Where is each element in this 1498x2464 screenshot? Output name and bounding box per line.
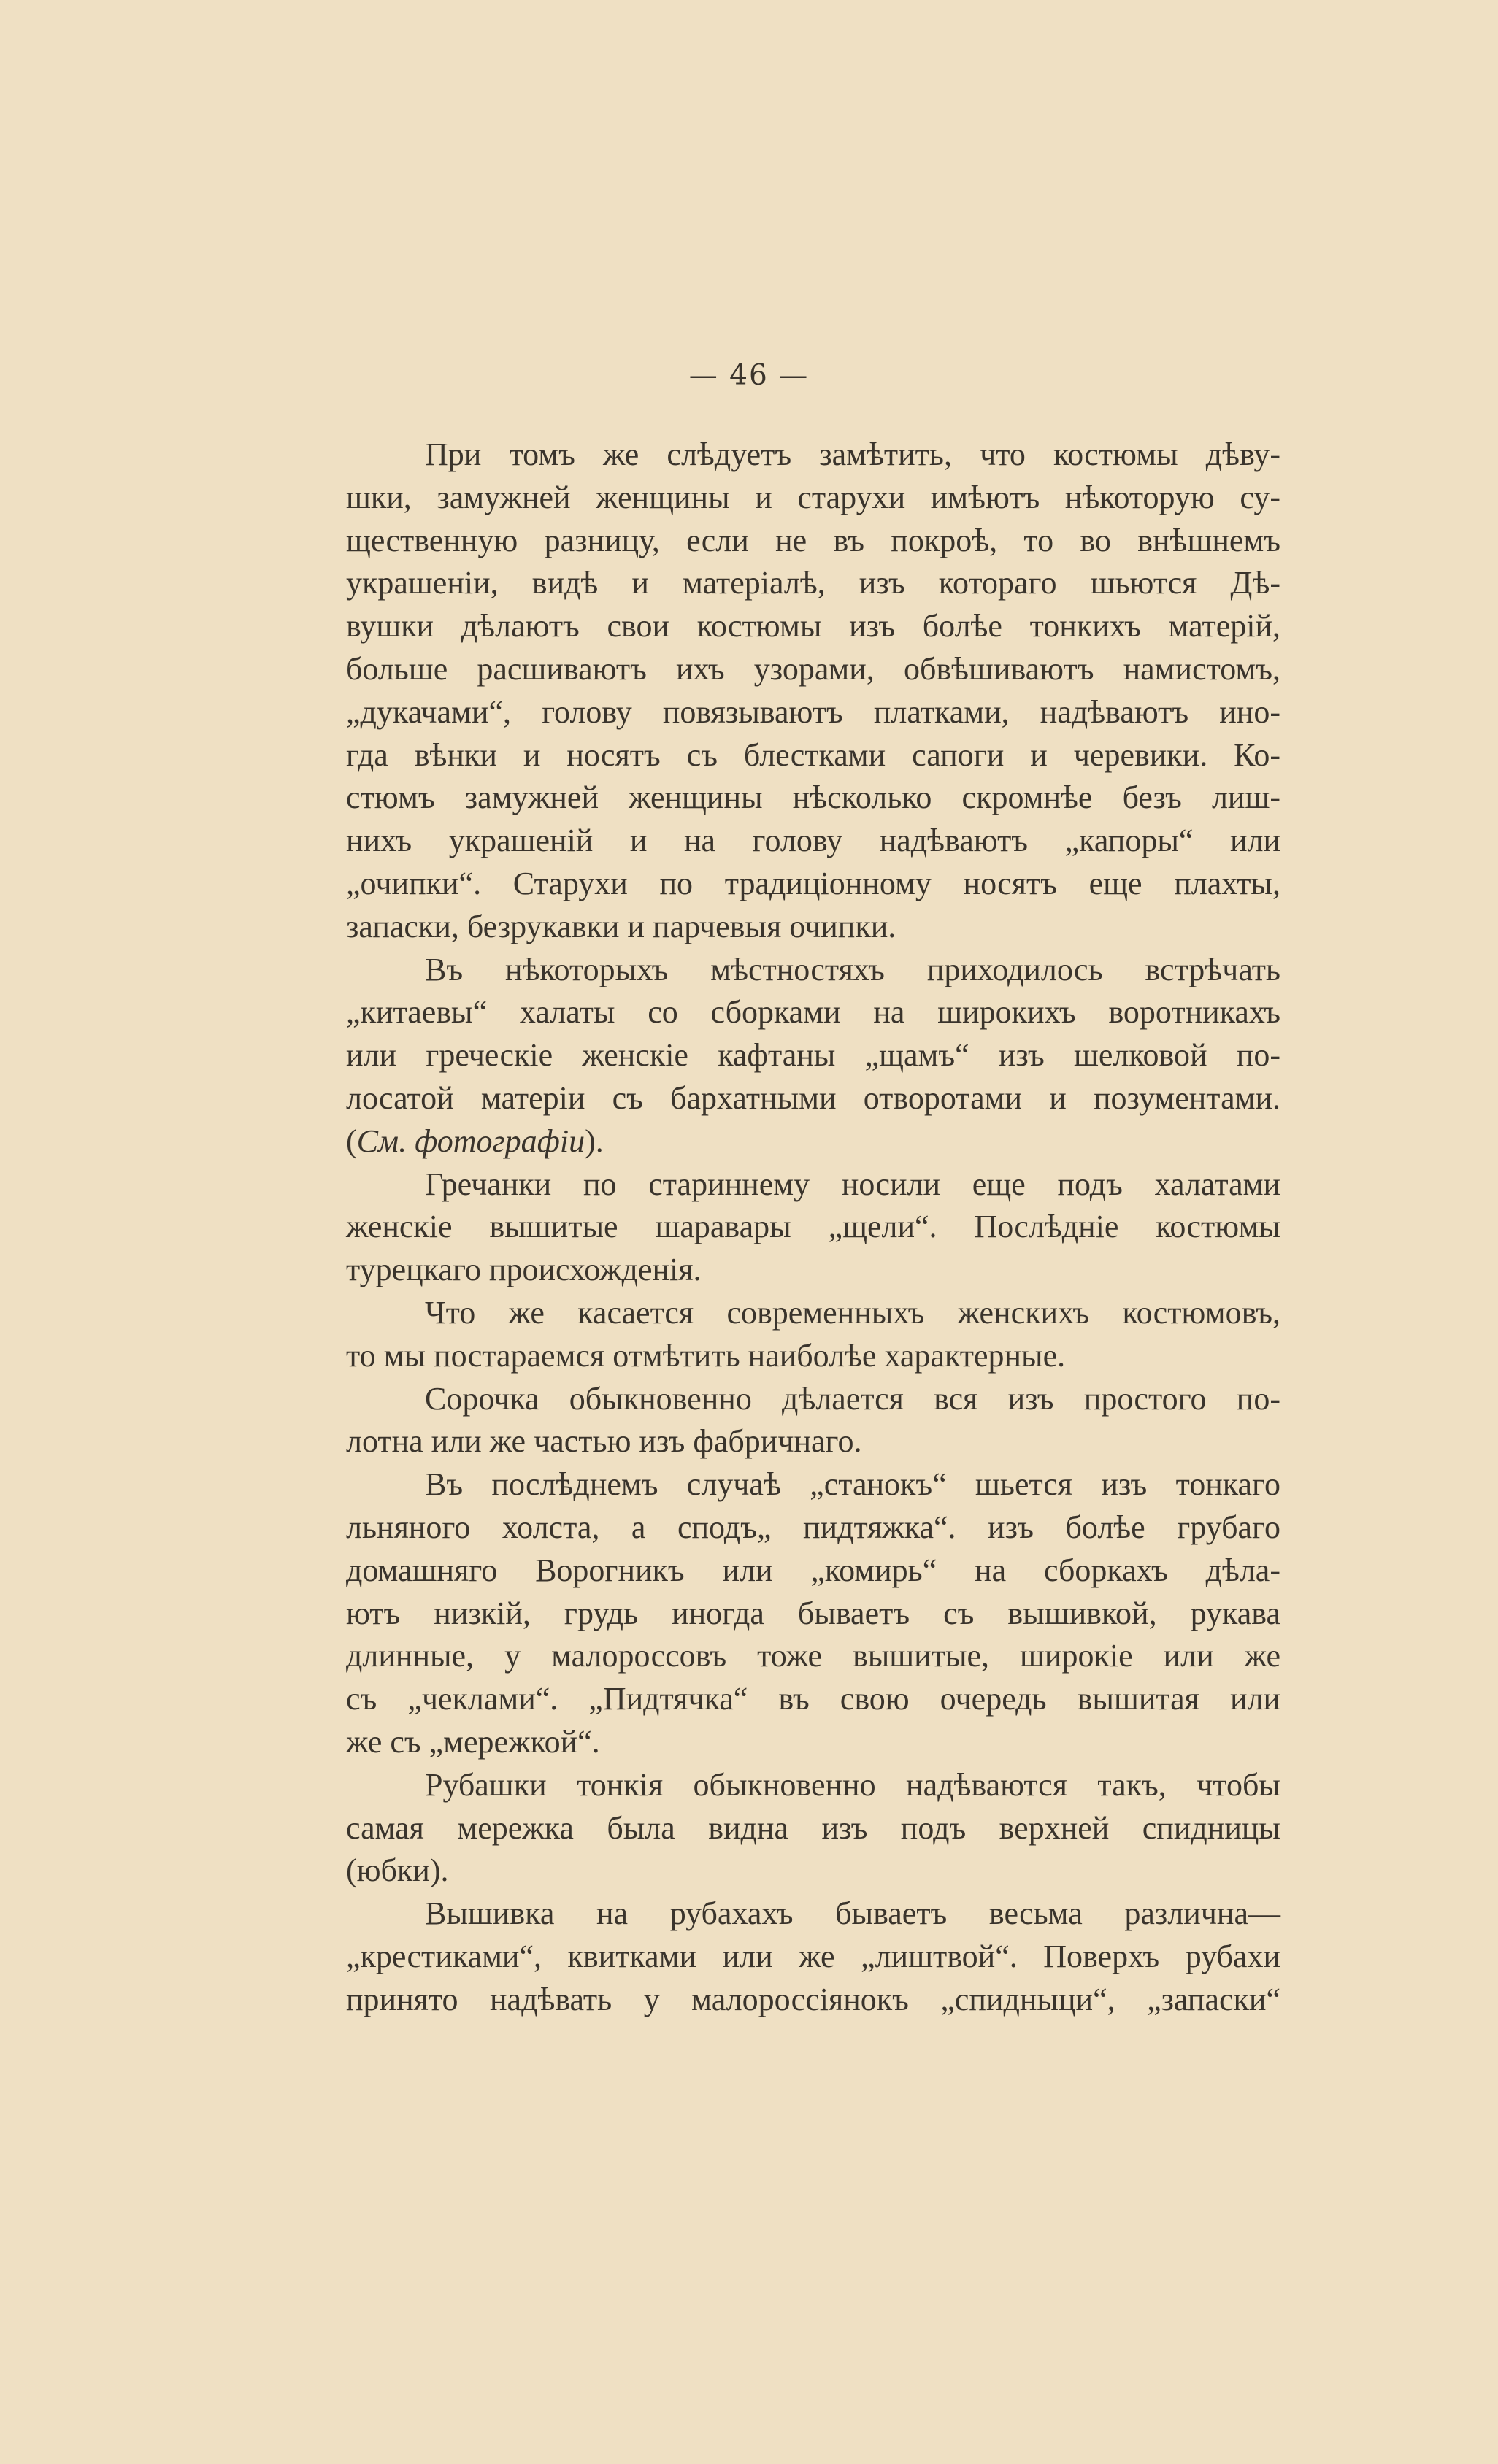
text-line: Въ послѣднемъ случаѣ „станокъ“ шьется изъ тонкаго [425,1466,1280,1503]
paragraph [346,949,1280,1163]
text-line: самая мережка была видна изъ подъ верхней спидницы [346,1809,1280,1846]
text-line: При томъ же слѣдуетъ замѣтить, что костюмы дѣву- [425,436,1280,472]
reference-open: ( [346,1123,357,1159]
text-line: то мы постараемся отмѣтить наиболѣе характерные. [346,1337,1066,1374]
text-line: льняного холста, а сподъ„ пидтяжка“. изъ болѣе грубаго [346,1509,1280,1545]
text-line: лотна или же частью изъ фабричнаго. [346,1423,862,1460]
text-line: вушки дѣлаютъ свои костюмы изъ болѣе тонкихъ матерій, [346,608,1280,644]
paragraph [346,1292,1280,1378]
text-line: шки, замужней женщины и старухи имѣютъ нѣкоторую су- [346,479,1280,515]
text-line: Вышивка на рубахахъ бываетъ весьма различна— [425,1895,1280,1932]
text-line: Сорочка обыкновенно дѣлается вся изъ простого по- [425,1380,1280,1417]
text-line: гда вѣнки и носятъ съ блестками сапоги и черевики. Ко- [346,736,1280,773]
text-line: „китаевы“ халаты со сборками на широкихъ воротникахъ [346,994,1280,1031]
text-line: Гречанки по стариннему носили еще подъ халатами [425,1166,1280,1202]
text-line: больше расшиваютъ ихъ узорами, обвѣшиваютъ намистомъ, [346,650,1280,687]
text-line: украшеніи, видѣ и матеріалѣ, изъ котораго шьются Дѣ- [346,565,1280,601]
text-line: „очипки“. Старухи по традиціонному носятъ еще плахты, [346,865,1280,901]
text-line: домашняго Ворогникъ или „комирь“ на сборкахъ дѣла- [346,1552,1280,1588]
text-line [346,1120,1280,1163]
reference-close: ). [585,1123,604,1159]
paragraph [346,1764,1280,1893]
text-line: или греческіе женскіе кафтаны „щамъ“ изъ шелковой по- [346,1037,1280,1074]
page-number: — 46 — [688,359,810,392]
text-line: лосатой матеріи съ бархатными отворотами и позументами. [346,1079,1280,1116]
paragraph [346,1893,1280,2021]
text-line: стюмъ замужней женщины нѣсколько скромнѣе безъ лиш- [346,779,1280,816]
text-line: длинные, у малороссовъ тоже вышитые, широкіе или же [346,1638,1280,1674]
text-line: Что же касается современныхъ женскихъ костюмовъ, [425,1294,1280,1331]
text-line: же съ „мережкой“. [346,1723,600,1760]
text-line: принято надѣвать у малороссіянокъ „спидныци“, „запаски“ [346,1981,1280,2017]
text-line: „дукачами“, голову повязываютъ платками, надѣваютъ ино- [346,693,1280,730]
text-line: съ „чеклами“. „Пидтячка“ въ свою очередь вышитая или [346,1681,1280,1717]
paragraph [346,434,1280,949]
paragraph [346,1463,1280,1764]
text-line: запаски, безрукавки и парчевыя очипки. [346,908,896,944]
text-line: Въ нѣкоторыхъ мѣстностяхъ приходилось встрѣчать [425,951,1280,987]
paragraph [346,1163,1280,1292]
photo-reference: См. фотографіи [356,1123,585,1159]
paragraph [346,1378,1280,1464]
text-line: женскіе вышитые шаравары „щели“. Послѣдніе костюмы [346,1209,1280,1245]
text-line: (юбки). [346,1852,449,1889]
text-line: „крестиками“, квитками или же „лиштвой“. Поверхъ рубахи [346,1938,1280,1974]
text-line: ютъ низкій, грудь иногда бываетъ съ вышивкой, рукава [346,1595,1280,1631]
text-line: турецкаго происхожденія. [346,1252,702,1288]
text-line: Рубашки тонкія обыкновенно надѣваются такъ, чтобы [425,1766,1280,1803]
body-text [346,434,1280,2021]
text-line: щественную разницу, если не въ покроѣ, то во внѣшнемъ [346,522,1280,558]
text-line: нихъ украшеній и на голову надѣваютъ „капоры“ или [346,823,1280,859]
